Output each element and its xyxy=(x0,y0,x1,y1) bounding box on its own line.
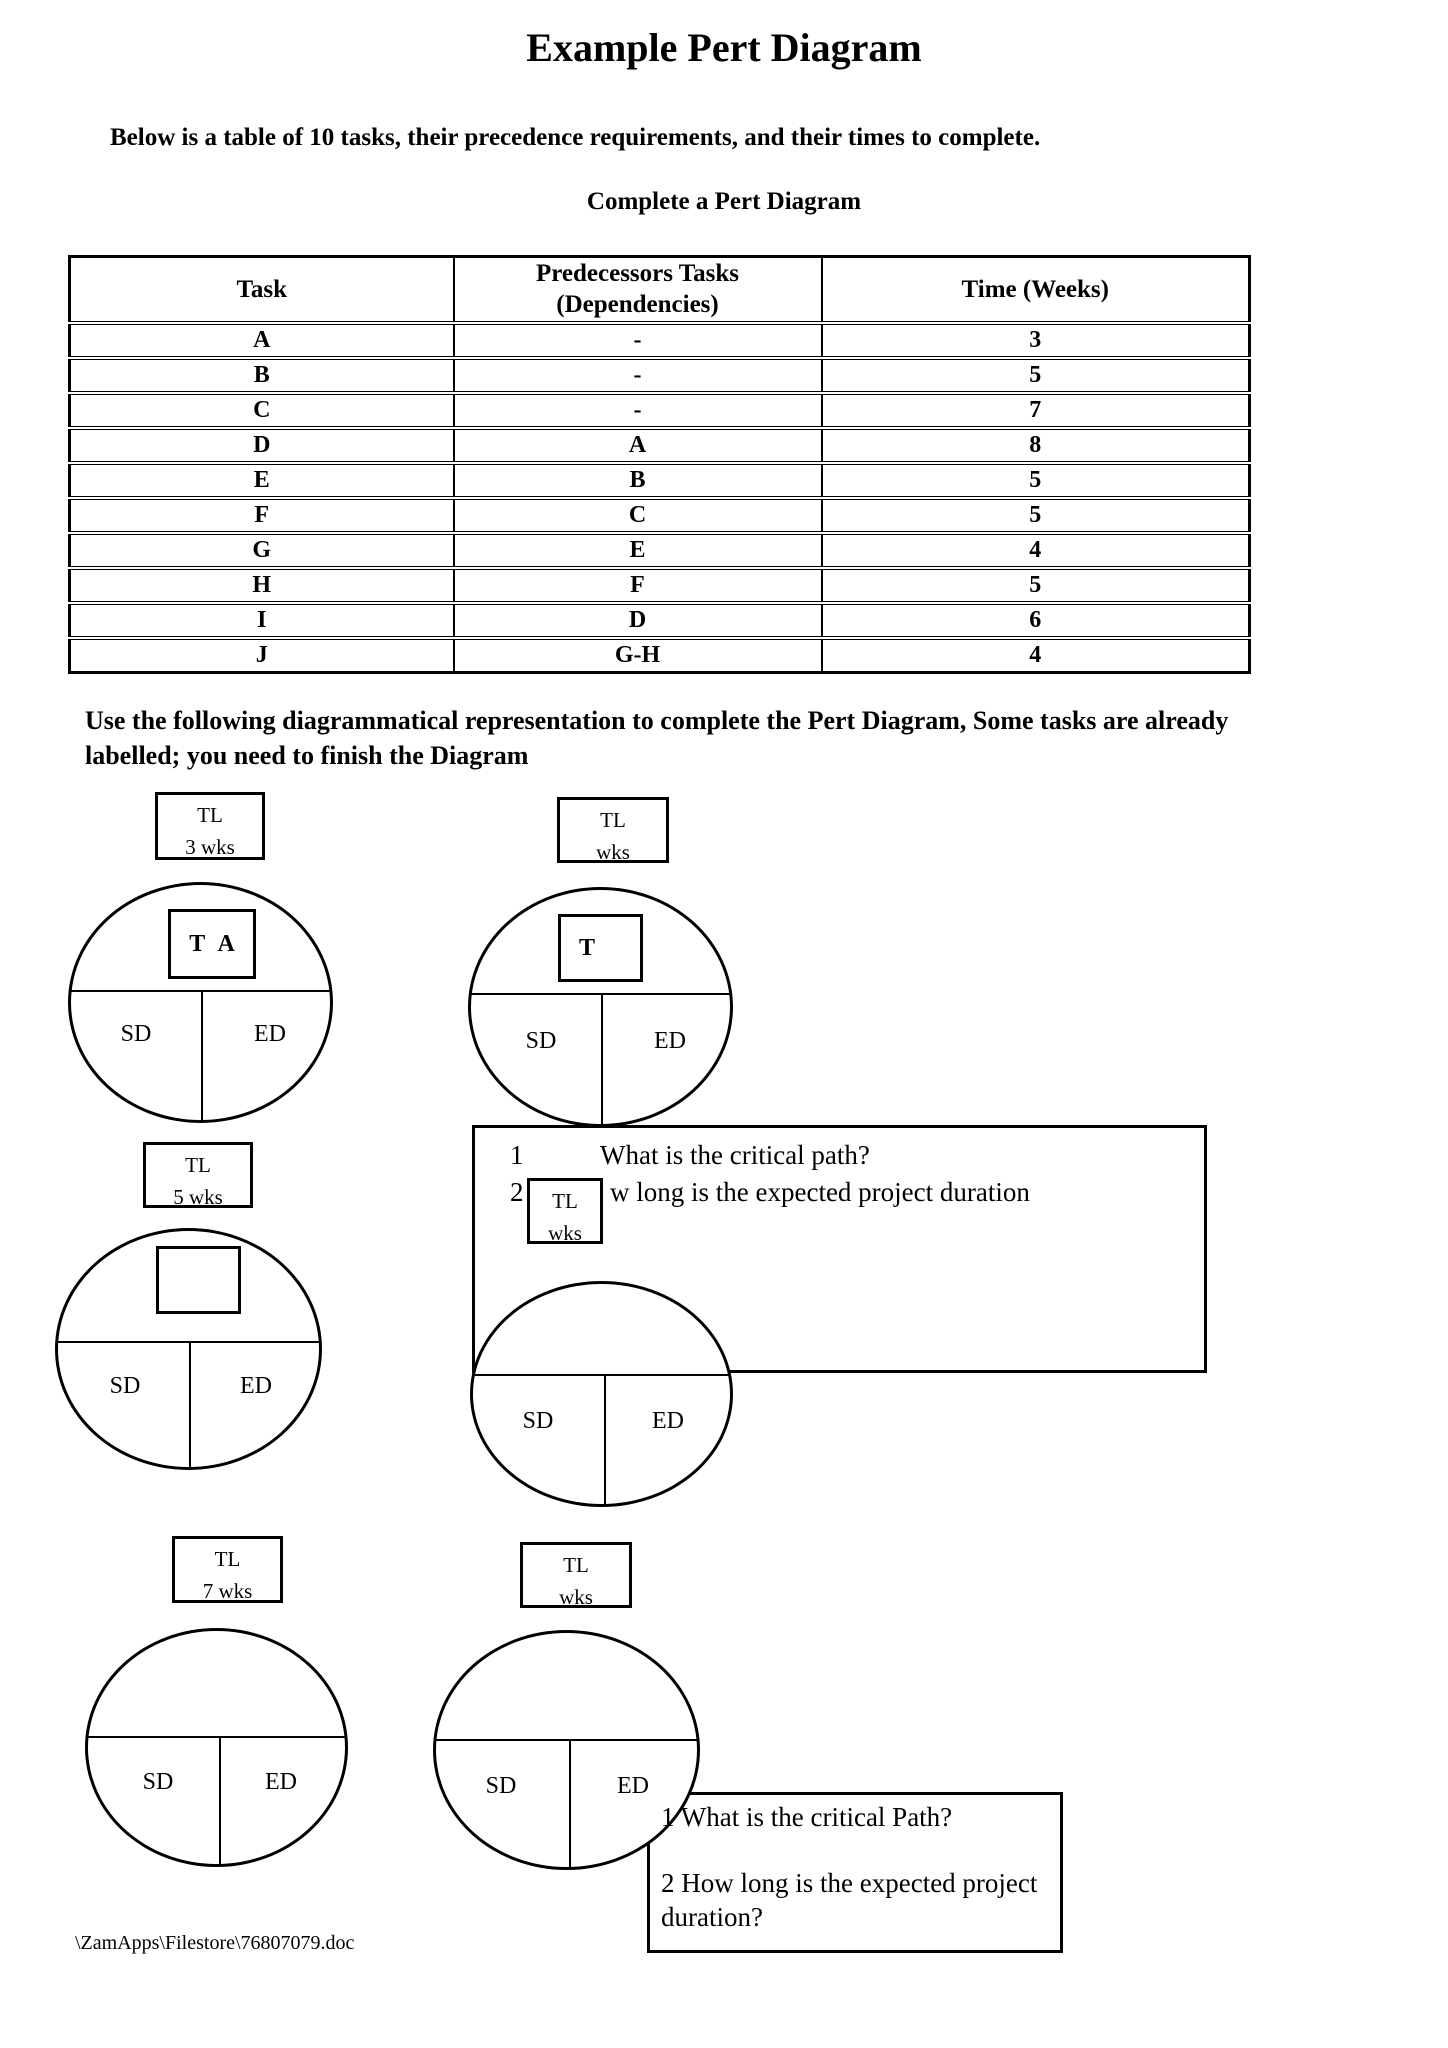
tl-label: TL xyxy=(600,808,626,832)
sd-label: SD xyxy=(522,1408,554,1434)
cell-predecessors: B xyxy=(454,463,822,498)
task-label-box xyxy=(156,1246,241,1314)
tl-value: 7 wks xyxy=(202,1578,253,1603)
cell-task: H xyxy=(70,568,454,603)
tl-value: 3 wks xyxy=(185,834,235,859)
sd-label: SD xyxy=(525,1028,557,1054)
cell-task: J xyxy=(70,638,454,673)
ed-label: ED xyxy=(654,1028,686,1054)
pert-node-5 xyxy=(85,1628,348,1867)
intro-text: Below is a table of 10 tasks, their precedence requirements, and their times to complete. xyxy=(110,124,1041,151)
table-row xyxy=(70,603,1250,638)
cell-time: 8 xyxy=(822,428,1250,463)
question-text: 1 What is the critical Path? xyxy=(661,1802,953,1832)
cell-task: A xyxy=(70,323,454,358)
tl-value: 5 wks xyxy=(173,1184,223,1209)
cell-predecessors: A xyxy=(454,428,822,463)
tl-value: wks xyxy=(548,1220,582,1245)
node-divider-vertical xyxy=(604,1374,606,1504)
node-divider-vertical xyxy=(189,1341,191,1467)
table-row xyxy=(70,428,1250,463)
cell-time: 5 xyxy=(822,463,1250,498)
table-row xyxy=(70,323,1250,358)
ed-label: ED xyxy=(652,1408,684,1434)
cell-time: 3 xyxy=(822,323,1250,358)
question-text: 2 How long is the expected project xyxy=(661,1868,1038,1898)
cell-time: 5 xyxy=(822,358,1250,393)
table-row xyxy=(70,638,1250,673)
tl-box-6 xyxy=(520,1542,632,1608)
node-divider-vertical xyxy=(201,990,203,1120)
tl-box-5 xyxy=(172,1536,283,1603)
cell-task: E xyxy=(70,463,454,498)
footer-file-path: \ZamApps\Filestore\76807079.doc xyxy=(75,1932,355,1954)
tl-label: TL xyxy=(563,1553,589,1577)
cell-time: 7 xyxy=(822,393,1250,428)
question-text: What is the critical path? xyxy=(600,1140,870,1170)
cell-task: G xyxy=(70,533,454,568)
cell-time: 4 xyxy=(822,533,1250,568)
cell-task: D xyxy=(70,428,454,463)
cell-time: 5 xyxy=(822,568,1250,603)
tl-label: TL xyxy=(214,1547,241,1571)
cell-task: C xyxy=(70,393,454,428)
ed-label: ED xyxy=(617,1773,649,1799)
questions-box-bottom-text xyxy=(647,1792,1063,1953)
table-row xyxy=(70,498,1250,533)
question-text: w long is the expected project duration xyxy=(610,1177,1030,1207)
cell-predecessors: - xyxy=(454,358,822,393)
tl-box-1 xyxy=(155,792,265,860)
node-divider-horizontal xyxy=(436,1739,697,1741)
cell-time: 6 xyxy=(822,603,1250,638)
pert-node-2 xyxy=(468,887,733,1127)
table-row xyxy=(70,568,1250,603)
tl-box-3 xyxy=(143,1142,253,1208)
node-divider-horizontal xyxy=(88,1736,345,1738)
cell-predecessors: D xyxy=(454,603,822,638)
instruction-text: Use the following diagrammatical representation to complete the Pert Diagram, Some tasks are already labelled; you need to finish the Diagram xyxy=(85,706,1229,771)
cell-time: 5 xyxy=(822,498,1250,533)
task-label-box: T xyxy=(558,914,643,982)
ed-label: ED xyxy=(254,1021,286,1047)
cell-predecessors: F xyxy=(454,568,822,603)
questions-box-top-text xyxy=(472,1125,1207,1373)
ed-label: ED xyxy=(265,1769,297,1795)
node-divider-vertical xyxy=(601,993,603,1124)
table-row xyxy=(70,393,1250,428)
cell-task: B xyxy=(70,358,454,393)
col-header-task: Task xyxy=(70,257,454,323)
cell-time: 4 xyxy=(822,638,1250,673)
node-divider-vertical xyxy=(569,1739,571,1867)
tl-label: TL xyxy=(197,803,223,827)
table-row xyxy=(70,463,1250,498)
sd-label: SD xyxy=(142,1769,174,1795)
tl-value: wks xyxy=(559,1584,593,1609)
table-row xyxy=(70,358,1250,393)
sd-label: SD xyxy=(120,1021,152,1047)
question-number: 2 xyxy=(510,1177,524,1207)
cell-predecessors: E xyxy=(454,533,822,568)
tl-value: wks xyxy=(596,839,630,864)
tl-box-2 xyxy=(557,797,669,863)
cell-predecessors: - xyxy=(454,393,822,428)
question-number: 1 xyxy=(510,1140,524,1170)
pert-node-3 xyxy=(55,1228,322,1470)
table-row xyxy=(70,533,1250,568)
subtitle: Complete a Pert Diagram xyxy=(586,188,862,215)
cell-task: F xyxy=(70,498,454,533)
tasks-table xyxy=(68,255,1251,674)
node-divider-horizontal xyxy=(473,1374,730,1376)
tl-box-4 xyxy=(527,1178,603,1244)
question-text: duration? xyxy=(661,1902,763,1932)
sd-label: SD xyxy=(109,1373,141,1399)
cell-predecessors: G-H xyxy=(454,638,822,673)
tl-label: TL xyxy=(552,1189,578,1213)
pert-node-1 xyxy=(68,882,333,1123)
ed-label: ED xyxy=(240,1373,272,1399)
cell-predecessors: C xyxy=(454,498,822,533)
cell-task: I xyxy=(70,603,454,638)
table-header-row xyxy=(70,257,1250,323)
cell-predecessors: - xyxy=(454,323,822,358)
col-header-time: Time (Weeks) xyxy=(822,257,1250,323)
sd-label: SD xyxy=(485,1773,517,1799)
col-header-predecessors: Predecessors Tasks (Dependencies) xyxy=(454,257,822,323)
task-label-box: T A xyxy=(168,909,256,979)
tl-label: TL xyxy=(185,1153,211,1177)
page-title: Example Pert Diagram xyxy=(526,25,922,70)
node-divider-vertical xyxy=(219,1736,221,1864)
